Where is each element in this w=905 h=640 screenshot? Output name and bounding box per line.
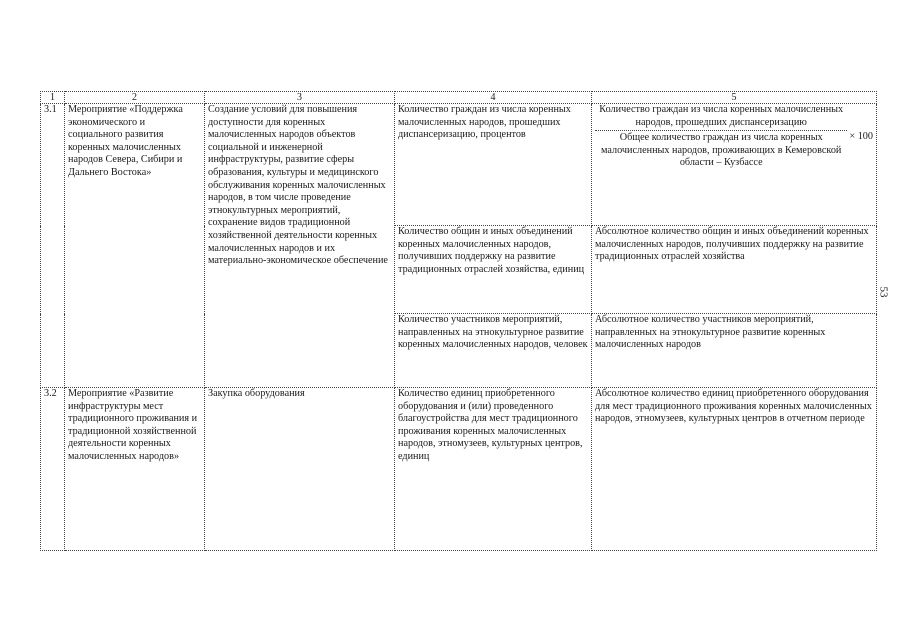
- event-name: Мероприятие «Развитие инфраструктуры мест традиционного проживания и традиционной хозяйственной деятельности коренных малочисленных народов»: [65, 388, 205, 551]
- calculation-method: Абсолютное количество участников мероприятий, направленных на этнокультурное развитие коренных малочисленных народов: [592, 314, 877, 388]
- table-row: [41, 104, 877, 226]
- formula-multiplier: × 100: [849, 130, 873, 142]
- fraction-body: [595, 104, 847, 170]
- event-goal: Закупка оборудования: [205, 388, 395, 551]
- indicator-name: Количество участников мероприятий, направленных на этнокультурное развитие коренных малочисленных народов, человек: [395, 314, 592, 388]
- event-goal: Создание условий для повышения доступности для коренных малочисленных народов объектов социальной и инженерной инфраструктуры, развитие сферы образования, культуры и медицинского обслуживания коренных малочисленных народов, в том числе проведение этнокультурных мероприятий, сохранение видов традиционной хозяйственной деятельности коренных малочисленных народов и их материально-экономическое обеспечение: [205, 104, 395, 388]
- formula-numerator: Количество граждан из числа коренных малочисленных народов, прошедших диспансеризацию: [599, 104, 844, 128]
- indicator-name: Количество единиц приобретенного оборудования и (или) проведенного благоустройства для мест традиционного проживания коренных малочисленных народов, этномузеев, культурных центров, единиц: [395, 388, 592, 551]
- table-row: [41, 388, 877, 551]
- header-cell-3: 3: [205, 92, 395, 104]
- header-cell-4: 4: [395, 92, 592, 104]
- header-cell-5: 5: [592, 92, 877, 104]
- row-number: 3.2: [41, 388, 65, 551]
- table-header-row: [41, 92, 877, 104]
- event-name: Мероприятие «Поддержка экономического и социального развития коренных малочисленных народов Севера, Сибири и Дальнего Востока»: [65, 104, 205, 388]
- indicator-name: Количество граждан из числа коренных малочисленных народов, прошедших диспансеризацию, процентов: [395, 104, 592, 226]
- calculation-method: Абсолютное количество единиц приобретенного оборудования для мест традиционного проживания коренных малочисленных народов, этномузеев, культурных центров в отчетном периоде: [592, 388, 877, 551]
- indicators-table: [40, 91, 877, 551]
- calculation-method: Абсолютное количество общин и иных объединений коренных малочисленных народов, получивших поддержку на развитие традиционных отраслей хозяйства: [592, 226, 877, 314]
- calculation-formula: [592, 104, 877, 226]
- header-cell-1: 1: [41, 92, 65, 104]
- fraction: [595, 104, 873, 170]
- formula-denominator: Общее количество граждан из числа коренных малочисленных народов, проживающих в Кемеровской области – Кузбассе: [601, 132, 842, 169]
- fraction-line: [595, 130, 847, 131]
- indicator-name: Количество общин и иных объединений коренных малочисленных народов, получивших поддержку на развитие традиционных отраслей хозяйства, единиц: [395, 226, 592, 314]
- row-number: 3.1: [41, 104, 65, 388]
- header-cell-2: 2: [65, 92, 205, 104]
- page-number: 53: [877, 286, 890, 298]
